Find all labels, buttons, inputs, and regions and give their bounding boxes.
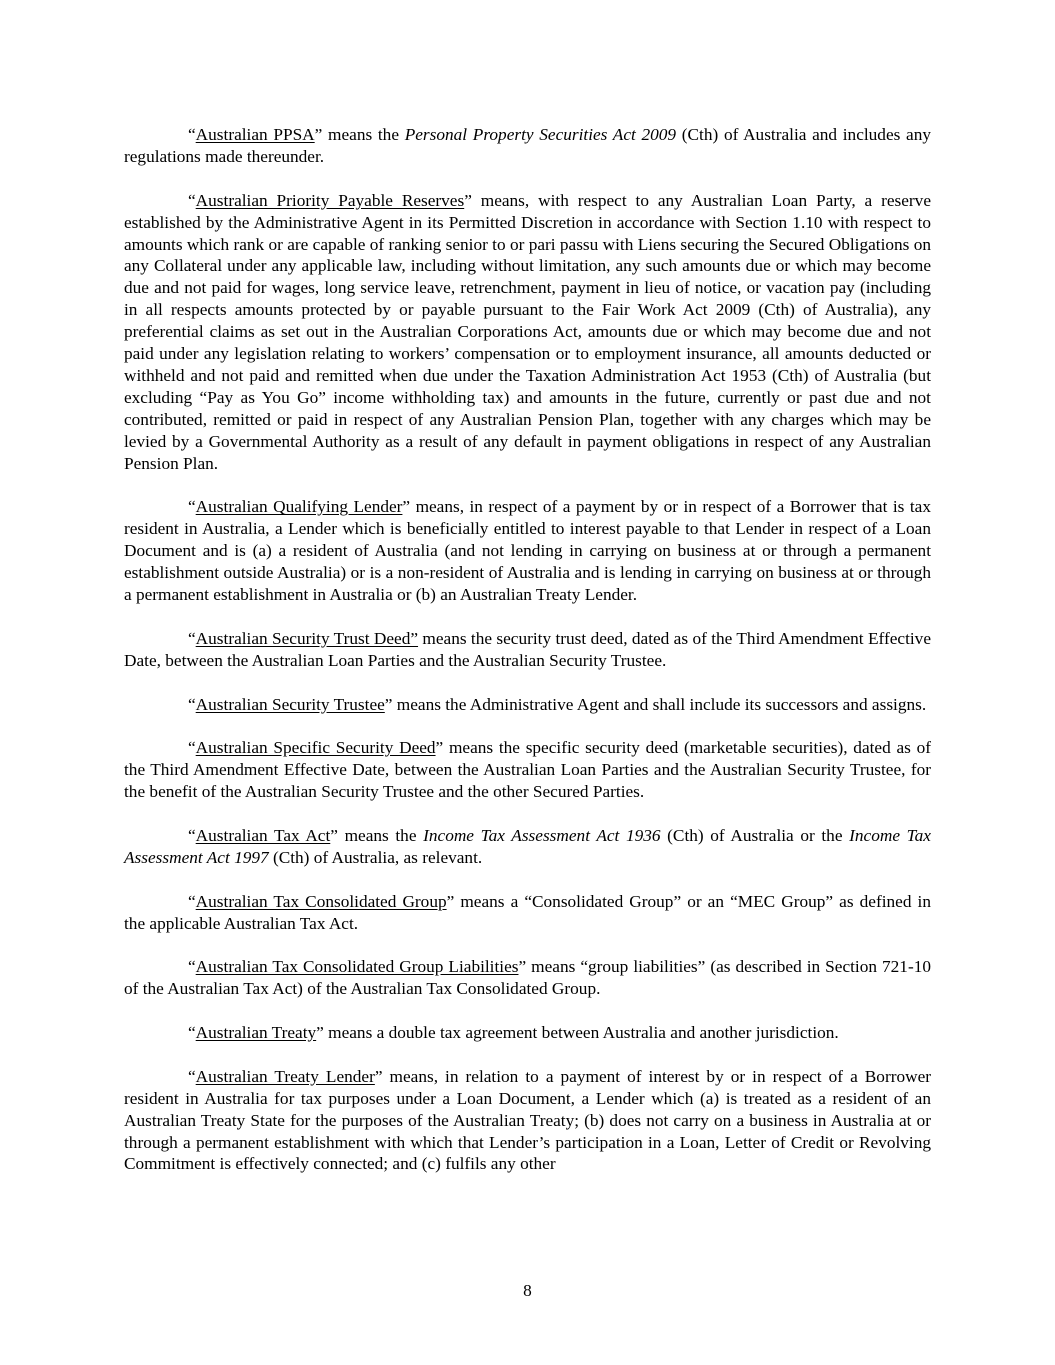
statute-title: Personal Property Securities Act 2009 — [404, 125, 677, 144]
definition-text: ” means, in respect of a payment by or in respect of a Borrower that is tax resident in Australia, a Lender which is beneficially entitled to interest payable to that Lender in respect of a Loan Document and is (a) a resident of Australia (and not lending in carrying on business at or through a permanent establishment outside Australia) or is a non-resident of Australia and is lending in carrying on business at or through a permanent establishment in Australia or (b) an Australian Treaty Lender. — [124, 497, 931, 604]
definition-australian-treaty — [124, 1022, 931, 1044]
open-quote: “ — [188, 125, 196, 144]
open-quote: “ — [188, 628, 196, 648]
definition-australian-ppsa — [124, 124, 931, 168]
defined-term: Australian Priority Payable Reserves — [195, 190, 465, 210]
definition-australian-qualifying-lender — [124, 496, 931, 606]
statute-title: Income Tax Assessment Act 1997 — [124, 825, 931, 867]
definition-text: ” means “group liabilities” (as described in Section 721-10 of the Australian Tax Act) of the Australian Tax Consolidated Group. — [124, 957, 931, 999]
definition-text: ” means the — [314, 125, 405, 144]
definition-australian-security-trustee — [124, 694, 931, 716]
definition-text: (Cth) of Australia or the — [660, 825, 850, 845]
definition-australian-tax-consolidated-group-liabilities — [124, 956, 931, 1000]
open-quote: “ — [188, 957, 196, 977]
statute-title: Income Tax Assessment Act 1936 — [423, 825, 661, 845]
definition-australian-priority-payable-reserves — [124, 190, 931, 475]
open-quote: “ — [188, 891, 196, 911]
definition-australian-tax-consolidated-group — [124, 891, 931, 935]
definition-text: ” means the specific security deed (marketable securities), dated as of the Third Amendment Effective Date, between the Australian Loan Parties and the Australian Security Trustee, for the benefit of the Australian Security Trustee and the other Secured Parties. — [124, 738, 931, 802]
definition-text: ” means a “Consolidated Group” or an “MEC Group” as defined in the applicable Australian Tax Act. — [124, 891, 931, 933]
defined-term: Australian Tax Consolidated Group Liabilities — [195, 957, 519, 977]
defined-term: Australian Qualifying Lender — [195, 497, 403, 517]
open-quote: “ — [188, 497, 196, 517]
definition-australian-security-trust-deed — [124, 628, 931, 672]
definition-australian-treaty-lender — [124, 1066, 931, 1176]
open-quote: “ — [188, 694, 196, 714]
defined-term: Australian Specific Security Deed — [195, 738, 436, 758]
defined-term: Australian Treaty Lender — [195, 1066, 375, 1086]
defined-term: Australian Tax Consolidated Group — [195, 891, 447, 911]
open-quote: “ — [188, 738, 196, 758]
defined-term: Australian PPSA — [195, 125, 315, 144]
open-quote: “ — [188, 825, 196, 845]
page-number: 8 — [523, 1281, 532, 1300]
open-quote: “ — [188, 1023, 196, 1043]
definition-text: ” means a double tax agreement between Australia and another jurisdiction. — [316, 1023, 839, 1043]
definition-text: means the security trust deed, dated as of the Third Amendment Effective Date, between the Australian Loan Parties and the Australian Security Trustee. — [124, 628, 931, 670]
definition-australian-specific-security-deed — [124, 737, 931, 803]
definition-text: (Cth) of Australia and includes any regulations made thereunder. — [124, 125, 931, 166]
open-quote: “ — [188, 1066, 196, 1086]
defined-term: Australian Treaty — [195, 1023, 317, 1043]
definition-text: ” means the Administrative Agent and shall include its successors and assigns. — [384, 694, 927, 714]
definition-text: ” means the — [330, 825, 424, 845]
definition-text: ” means, in relation to a payment of interest by or in respect of a Borrower resident in Australia for tax purposes under a Loan Document, a Lender which (a) is treated as a resident of an Australian Treaty State for the purposes of the Australian Treaty; (b) does not carry on a business in Australia at or through a permanent establishment with which that Lender’s participation in a Loan, Letter of Credit or Revolving Commitment is effectively connected; and (c) fulfils any other — [124, 1066, 931, 1174]
definition-text: ” means, with respect to any Australian Loan Party, a reserve established by the Administrative Agent in its Permitted Discretion in accordance with Section 1.10 with respect to amounts which rank or are capable of ranking senior to or pari passu with Liens securing the Secured Obligations on any Collateral under any applicable law, including without limitation, any such amounts due or which may become due and not paid for wages, long service leave, retrenchment, payment in lieu of notice, or vacation pay (including in all respects amounts protected by or payable pursuant to the Fair Work Act 2009 (Cth) of Australia), any preferential claims as set out in the Australian Corporations Act, amounts due or which may become due and not paid under any legislation relating to workers’ compensation or to employment insurance, all amounts deducted or withheld and not paid and remitted when due under the Taxation Administration Act 1953 (Cth) of Australia (but excluding “Pay as You Go” income withholding tax) and amounts in the future, currently or past due and not contributed, remitted or paid in respect of any Australian Pension Plan, together with any charges which may be levied by a Governmental Authority as a result of any default in payment obligations in respect of any Australian Pension Plan. — [124, 190, 931, 473]
defined-term: Australian Security Trustee — [195, 694, 385, 714]
open-quote: “ — [188, 190, 196, 210]
definition-text: (Cth) of Australia, as relevant. — [268, 847, 483, 867]
defined-term: Australian Tax Act — [195, 825, 331, 845]
definitions-body — [124, 124, 931, 1197]
definition-australian-tax-act — [124, 825, 931, 869]
defined-term: Australian Security Trust Deed” — [195, 628, 419, 648]
